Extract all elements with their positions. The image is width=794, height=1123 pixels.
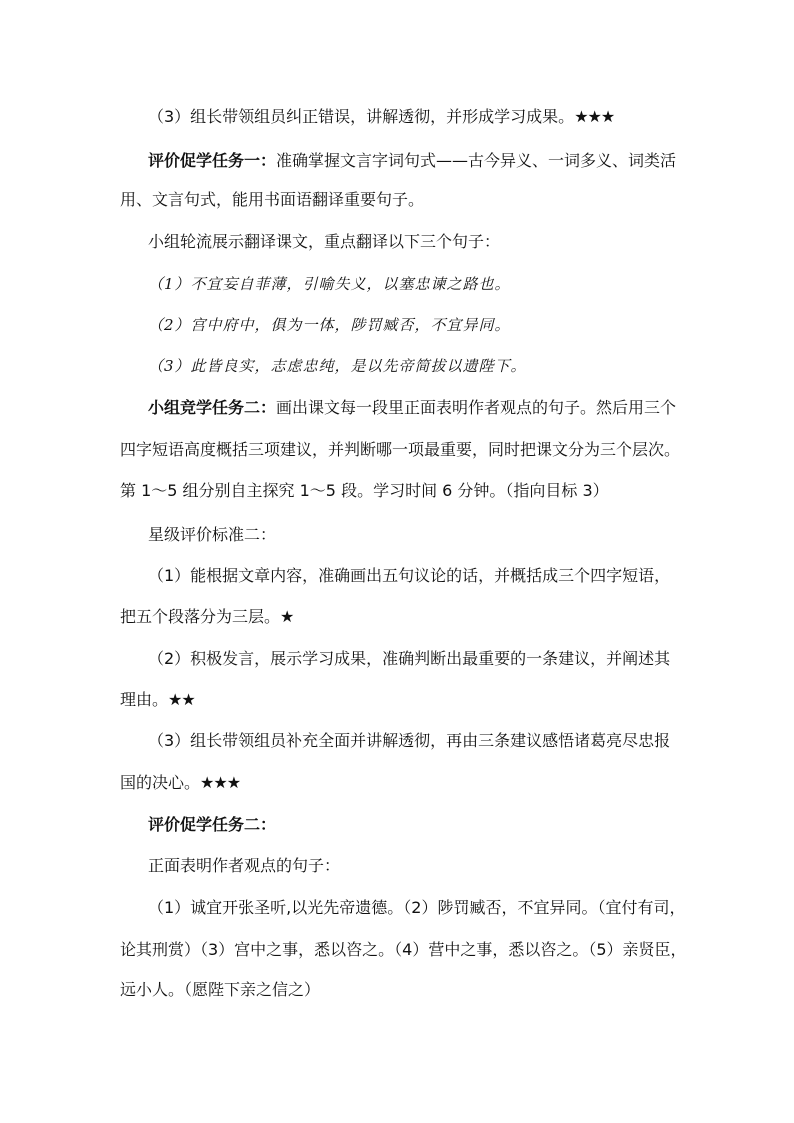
paragraph-line-11 [148, 515, 708, 555]
criterion-text-continued: 理由。 [120, 690, 169, 709]
task-heading: 评价促学任务一： [148, 151, 277, 170]
star-rating-icon: ★★★ [574, 107, 615, 126]
paragraph-line-20 [148, 888, 708, 928]
criterion-text: （3）组长带领组员补充全面并讲解透彻，再由三条建议感悟诸葛亮尽忠报 [148, 731, 671, 750]
classical-sentence: （1）不宜妄自菲薄，引喻失义，以塞忠谏之路也。 [148, 275, 511, 293]
paragraph-line-10 [120, 471, 680, 511]
star-rating-icon: ★ [280, 607, 294, 626]
instruction-text: 小组轮流展示翻译课文，重点翻译以下三个句子： [148, 232, 501, 251]
classical-sentence: （3）此皆良实，志虑忠纯，是以先帝简拔以遗陛下。 [148, 357, 527, 375]
paragraph-line-19 [148, 846, 708, 886]
paragraph-line-14 [148, 639, 708, 679]
paragraph-line-1 [148, 97, 708, 137]
criterion-text: （2）积极发言，展示学习成果，准确判断出最重要的一条建议，并阐述其 [148, 649, 671, 668]
paragraph-line-8 [148, 388, 708, 428]
star-rating-icon: ★★ [168, 690, 195, 709]
paragraph-line-21 [120, 930, 687, 970]
task-heading: 评价促学任务二： [148, 815, 277, 834]
answer-text-continued: 论其刑赏）（3）宫中之事，悉以咨之。（4）营中之事，悉以咨之。（5）亲贤臣， [120, 940, 687, 959]
section-heading: 星级评价标准二： [148, 525, 277, 544]
paragraph-line-18 [148, 805, 708, 845]
criterion-text: （3）组长带领组员纠正错误，讲解透彻，并形成学习成果。 [148, 107, 575, 126]
task-text-continued: 用、文言句式，能用书面语翻译重要句子。 [120, 190, 425, 209]
task-text-continued: 四字短语高度概括三项建议，并判断哪一项最重要，同时把课文分为三个层次。 [120, 440, 681, 459]
answer-text: （1）诚宜开张圣听,以光先帝遗德。（2）陟罚臧否，不宜异同。（宜付有司， [148, 898, 686, 917]
paragraph-line-9 [120, 430, 680, 470]
translation-sentence-1 [148, 264, 708, 304]
task-text: 画出课文每一段里正面表明作者观点的句子。然后用三个 [276, 398, 677, 417]
criterion-text-continued: 把五个段落分为三层。 [120, 607, 281, 626]
task-text: 准确掌握文言字词句式——古今异义、一词多义、词类活 [276, 151, 677, 170]
task-heading: 小组竞学任务二： [148, 398, 277, 417]
section-heading: 正面表明作者观点的句子： [148, 856, 341, 875]
paragraph-line-3 [120, 180, 680, 220]
paragraph-line-12 [148, 556, 708, 596]
criterion-text-continued: 国的决心。 [120, 773, 201, 792]
translation-sentence-2 [148, 305, 708, 345]
paragraph-line-2 [148, 141, 708, 181]
translation-sentence-3 [148, 346, 708, 386]
star-rating-icon: ★★★ [200, 773, 241, 792]
paragraph-line-13 [120, 597, 680, 637]
paragraph-line-16 [148, 721, 708, 761]
task-text-continued: 第 1～5 组分别自主探究 1～5 段。学习时间 6 分钟。（指向目标 3） [120, 481, 609, 500]
paragraph-line-4 [148, 222, 708, 262]
classical-sentence: （2）宫中府中，俱为一体，陟罚臧否，不宜异同。 [148, 316, 511, 334]
paragraph-line-15 [120, 680, 680, 720]
paragraph-line-17 [120, 763, 680, 803]
answer-text-continued: 远小人。（愿陛下亲之信之） [120, 980, 321, 999]
paragraph-line-22 [120, 970, 680, 1010]
criterion-text: （1）能根据文章内容，准确画出五句议论的话，并概括成三个四字短语， [148, 566, 671, 585]
